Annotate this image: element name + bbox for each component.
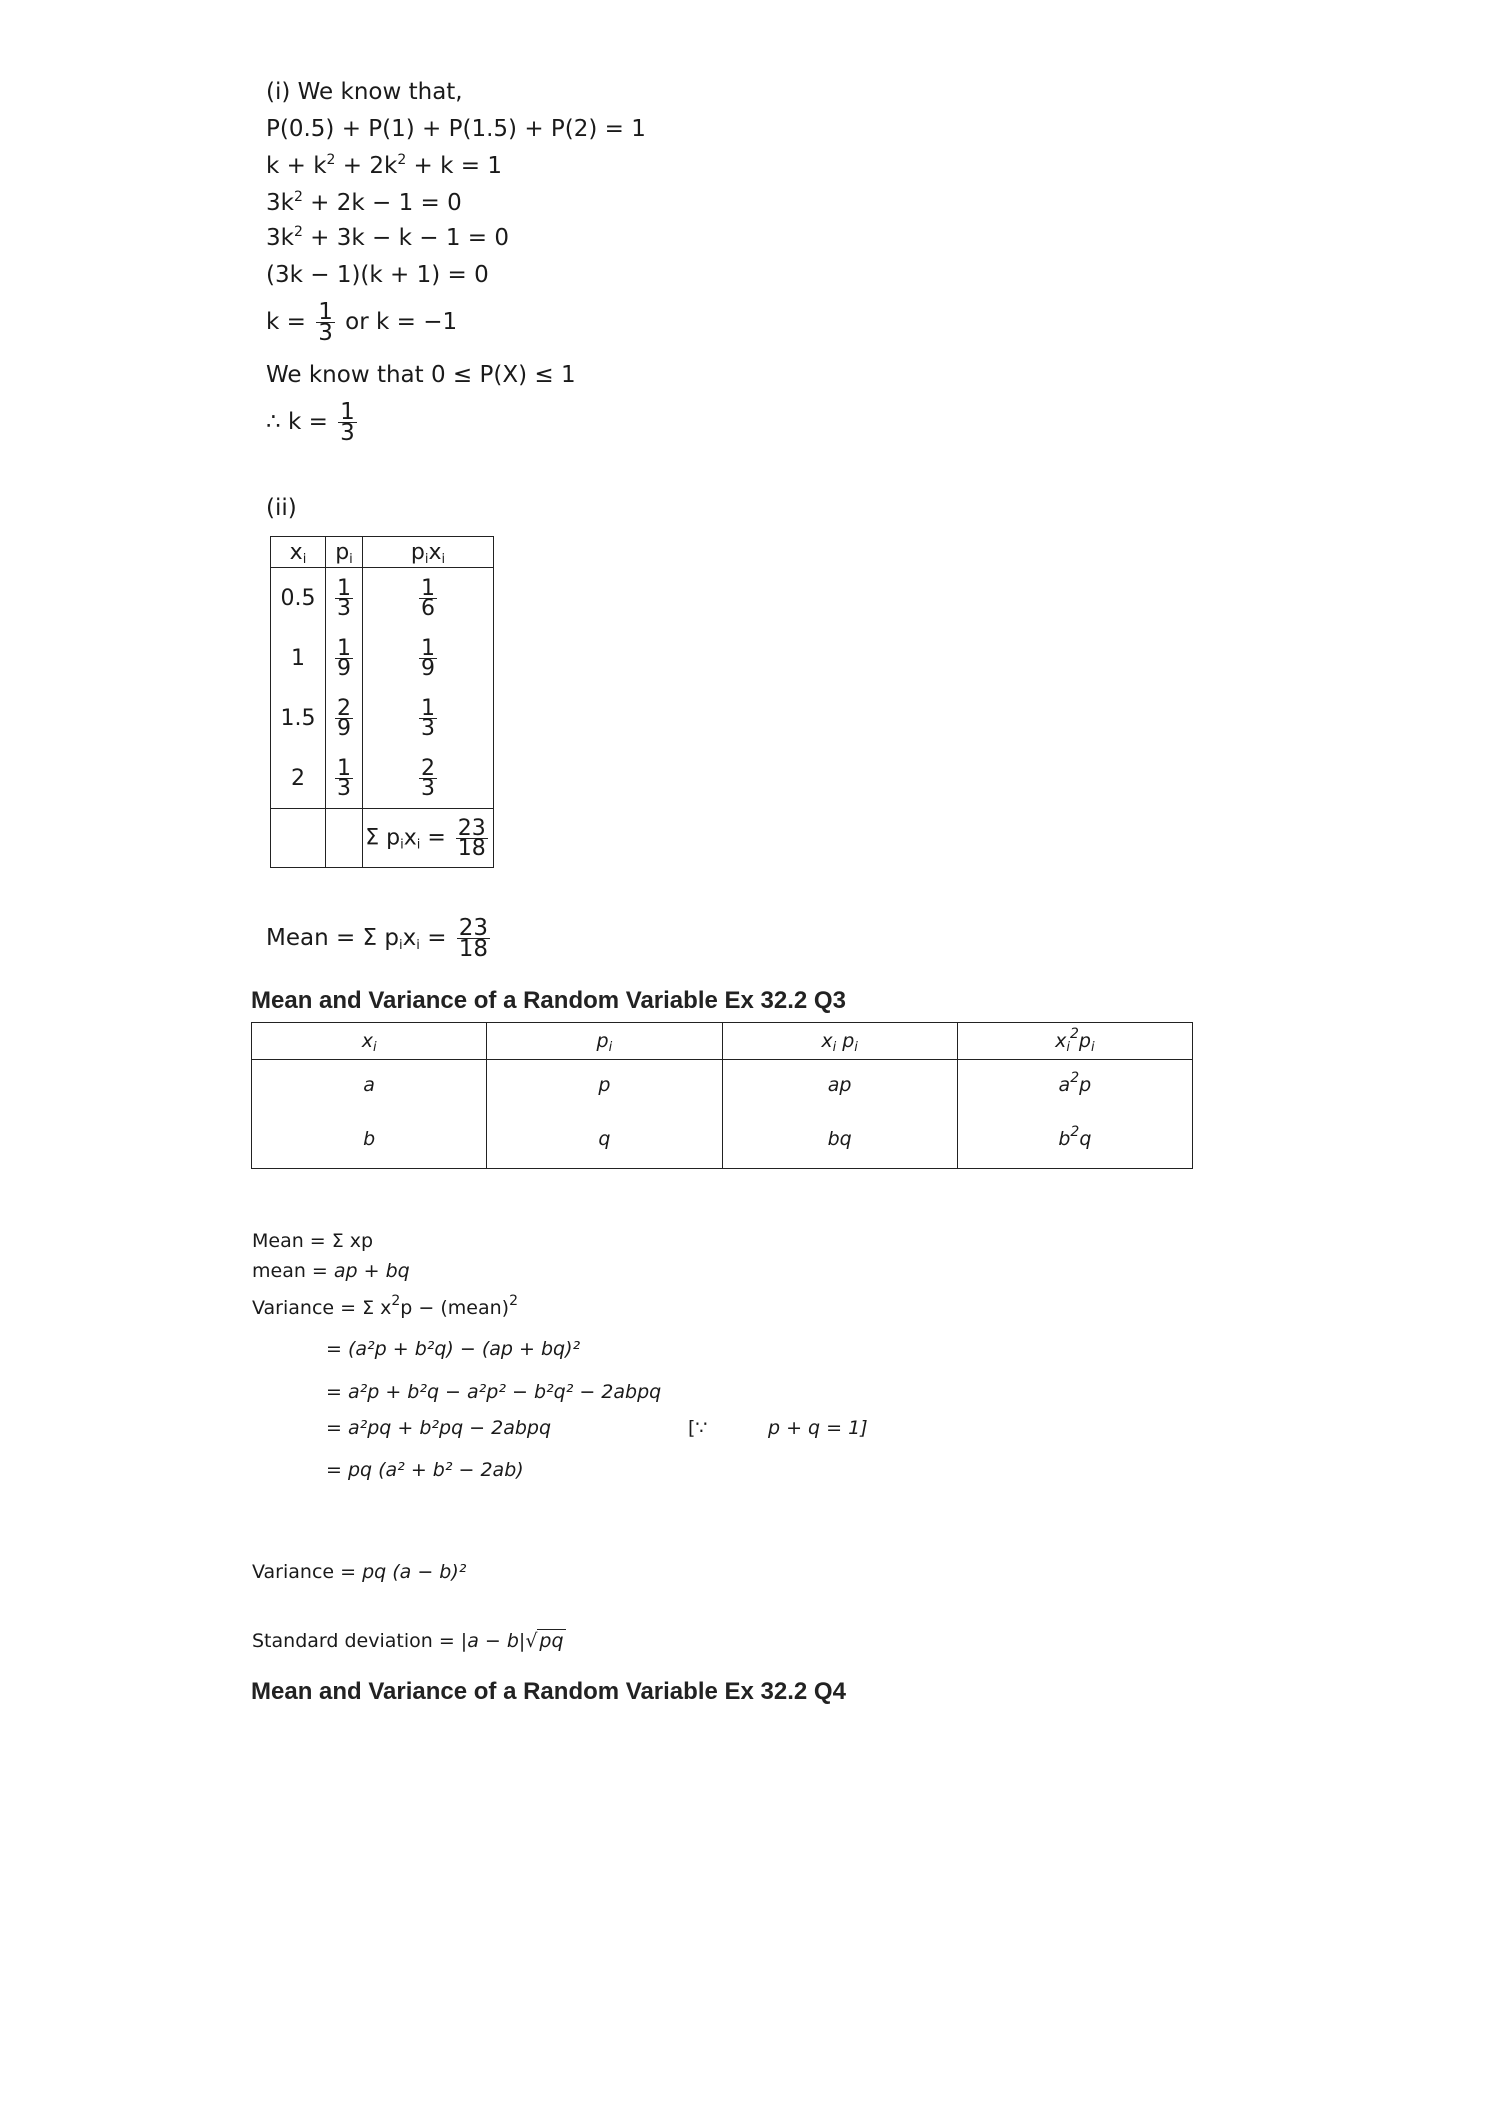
- equation-6: k = $\frac{1}{3}$ or k = −1: [266, 299, 458, 346]
- equation-4: $3k^2 + 3k - k - 1 = 0$: [266, 224, 509, 251]
- cell-empty: [271, 809, 326, 868]
- table-row: [271, 568, 494, 629]
- equation-8: ∴ k = $\frac{1}{3}$: [266, 399, 355, 446]
- equation-5: (3k − 1)(k + 1) = 0: [266, 262, 489, 288]
- table-row: [252, 1110, 1193, 1169]
- q3-mean-2: mean = ap + bq: [252, 1260, 410, 1282]
- equation-7: We know that 0 ≤ P(X) ≤ 1: [266, 362, 576, 388]
- table-row: [271, 748, 494, 809]
- cell-p: p: [487, 1060, 722, 1111]
- equation-1: P(0.5) + P(1) + P(1.5) + P(2) = 1: [266, 116, 646, 142]
- cell-x: b: [252, 1110, 487, 1169]
- cell-px: $\frac{2}{3}$: [363, 748, 494, 809]
- header-p: $p_i$: [326, 537, 363, 568]
- cell-p: $\frac{1}{3}$: [326, 568, 363, 629]
- cell-p: $\frac{1}{3}$: [326, 748, 363, 809]
- mean-result: Mean = Σ $p_ix_i$ = $\frac{23}{18}$: [266, 915, 489, 962]
- intro-text: (i) We know that,: [266, 79, 463, 105]
- cell-x: 0.5: [271, 568, 326, 629]
- q3-heading: Mean and Variance of a Random Variable Ex 32.2 Q3: [251, 987, 846, 1014]
- q3-variance-1: Variance = Σ $x^2p$ − (mean)$^2$: [252, 1293, 518, 1319]
- table-row: [271, 628, 494, 688]
- q3-variance-3: = a²p + b²q − a²p² − b²q² − 2abpq: [326, 1381, 662, 1403]
- cell-p: q: [487, 1110, 722, 1169]
- header-x: $x_i$: [271, 537, 326, 568]
- cell-sum: Σ $p_ix_i$ = $\frac{23}{18}$: [363, 809, 494, 868]
- because-equation: p + q = 1]: [768, 1417, 868, 1439]
- cell-xp: ap: [722, 1060, 957, 1111]
- cell-x: 1: [271, 628, 326, 688]
- part-ii-label: (ii): [266, 495, 297, 521]
- q3-variance-final: Variance = pq (a − b)²: [252, 1561, 467, 1583]
- cell-x: 2: [271, 748, 326, 809]
- equation-3: $3k^2 + 2k - 1 = 0$: [266, 189, 462, 216]
- q3-mean-1: Mean = Σ xp: [252, 1230, 374, 1252]
- cell-x: 1.5: [271, 688, 326, 748]
- q3-variance-5: = pq (a² + b² − 2ab): [326, 1459, 524, 1481]
- cell-px: $\frac{1}{9}$: [363, 628, 494, 688]
- q3-table: [251, 1022, 1193, 1169]
- cell-x: a: [252, 1060, 487, 1111]
- cell-px: $\frac{1}{6}$: [363, 568, 494, 629]
- table-row: [271, 688, 494, 748]
- equation-2: $k + k^2 + 2k^2 + k = 1$: [266, 152, 502, 179]
- header-p: $p_i$: [487, 1023, 722, 1060]
- header-px: $p_ix_i$: [363, 537, 494, 568]
- cell-p: $\frac{2}{9}$: [326, 688, 363, 748]
- cell-x2p: $b^2q$: [957, 1110, 1192, 1169]
- table-sum-row: [271, 809, 494, 868]
- q4-heading: Mean and Variance of a Random Variable Ex 32.2 Q4: [251, 1678, 846, 1705]
- q3-standard-deviation: Standard deviation = |a − b|√ pq: [252, 1630, 564, 1652]
- because-symbol: [∵: [688, 1417, 708, 1439]
- cell-p: $\frac{1}{9}$: [326, 628, 363, 688]
- q3-variance-2: = (a²p + b²q) − (ap + bq)²: [326, 1338, 581, 1360]
- cell-empty: [326, 809, 363, 868]
- cell-px: $\frac{1}{3}$: [363, 688, 494, 748]
- header-xp: $x_i$ $p_i$: [722, 1023, 957, 1060]
- cell-xp: bq: [722, 1110, 957, 1169]
- header-x2p: $x_i^2p_i$: [957, 1023, 1192, 1060]
- header-x: $x_i$: [252, 1023, 487, 1060]
- probability-table: [270, 536, 494, 868]
- cell-x2p: $a^2p$: [957, 1060, 1192, 1111]
- table-row: [252, 1060, 1193, 1111]
- q3-variance-4: = a²pq + b²pq − 2abpq: [326, 1417, 552, 1439]
